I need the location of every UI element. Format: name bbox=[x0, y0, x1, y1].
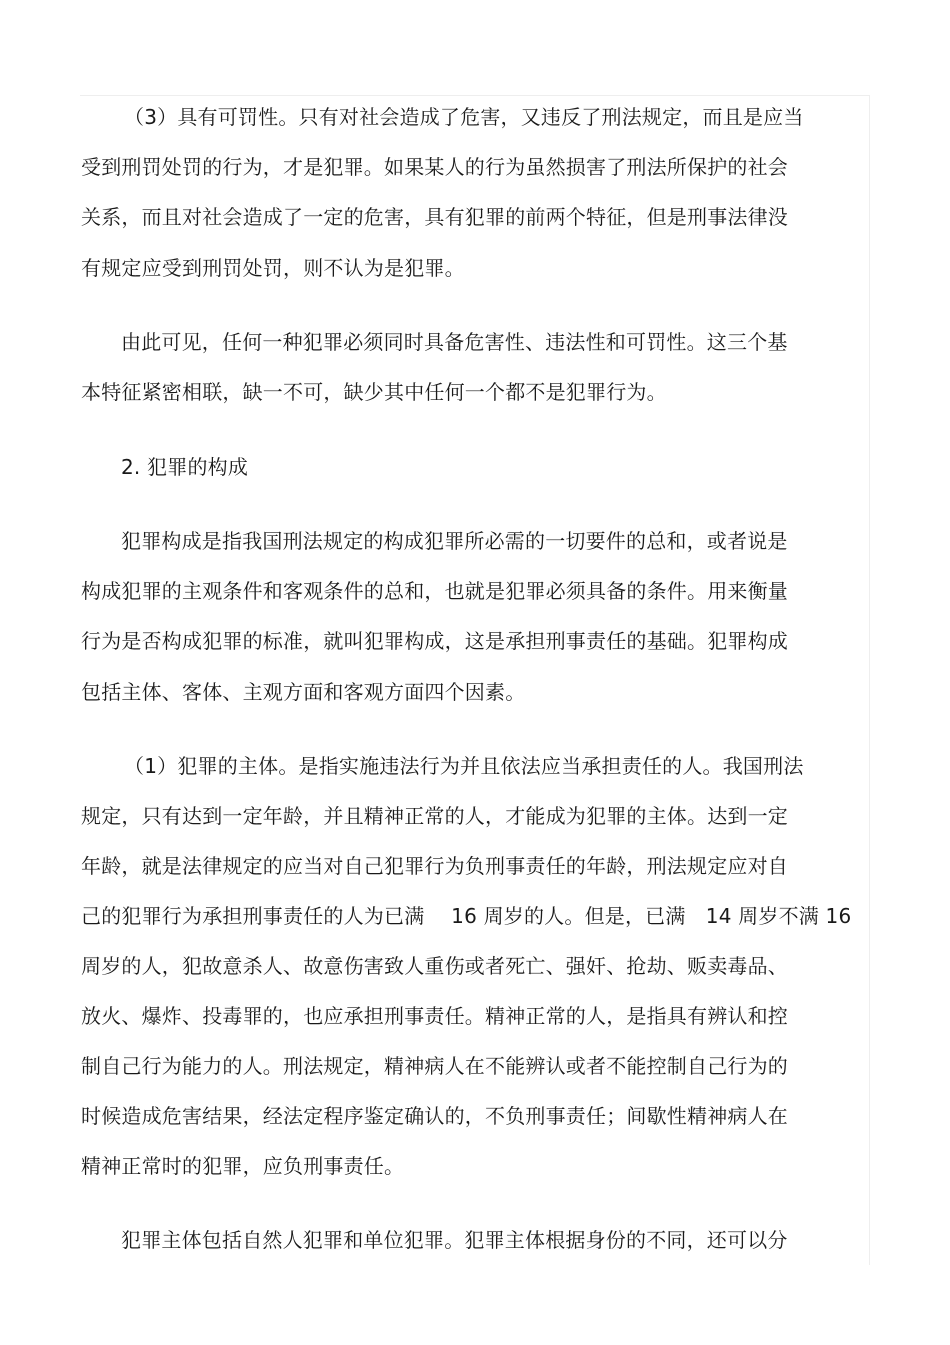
text-line: 受到刑罚处罚的行为，才是犯罪。如果某人的行为虽然损害了刑法所保护的社会 bbox=[81, 155, 788, 179]
text-line: 行为是否构成犯罪的标准，就叫犯罪构成，这是承担刑事责任的基础。犯罪构成 bbox=[81, 629, 788, 653]
text-line: （1）犯罪的主体。是指实施违法行为并且依法应当承担责任的人。我国刑法 bbox=[124, 754, 804, 778]
text-line: 犯罪构成是指我国刑法规定的构成犯罪所必需的一切要件的总和，或者说是 bbox=[121, 529, 788, 553]
text-line: 时候造成危害结果，经法定程序鉴定确认的，不负刑事责任；间歇性精神病人在 bbox=[81, 1104, 788, 1128]
page-border-right bbox=[869, 95, 870, 1265]
text-line: 年龄，就是法律规定的应当对自己犯罪行为负刑事责任的年龄，刑法规定应对自 bbox=[81, 854, 788, 878]
text-line: 精神正常时的犯罪，应负刑事责任。 bbox=[81, 1154, 405, 1178]
text-line: 构成犯罪的主观条件和客观条件的总和，也就是犯罪必须具备的条件。用来衡量 bbox=[81, 579, 788, 603]
page-border-top bbox=[80, 95, 870, 96]
section-heading: 2. 犯罪的构成 bbox=[121, 455, 249, 479]
text-line: 己的犯罪行为承担刑事责任的人为已满 16 周岁的人。但是，已满 14 周岁不满 16 bbox=[81, 904, 852, 928]
text-line: 包括主体、客体、主观方面和客观方面四个因素。 bbox=[81, 680, 526, 704]
text-line: （3）具有可罚性。只有对社会造成了危害，又违反了刑法规定，而且是应当 bbox=[124, 105, 804, 129]
text-line: 本特征紧密相联，缺一不可，缺少其中任何一个都不是犯罪行为。 bbox=[81, 380, 667, 404]
text-line: 犯罪主体包括自然人犯罪和单位犯罪。犯罪主体根据身份的不同，还可以分 bbox=[121, 1228, 788, 1252]
text-line: 制自己行为能力的人。刑法规定，精神病人在不能辨认或者不能控制自己行为的 bbox=[81, 1054, 788, 1078]
text-line: 关系，而且对社会造成了一定的危害，具有犯罪的前两个特征，但是刑事法律没 bbox=[81, 205, 788, 229]
text-line: 由此可见，任何一种犯罪必须同时具备危害性、违法性和可罚性。这三个基 bbox=[121, 330, 788, 354]
text-line: 有规定应受到刑罚处罚，则不认为是犯罪。 bbox=[81, 256, 465, 280]
text-line: 周岁的人，犯故意杀人、故意伤害致人重伤或者死亡、强奸、抢劫、贩卖毒品、 bbox=[81, 954, 788, 978]
text-line: 规定，只有达到一定年龄，并且精神正常的人，才能成为犯罪的主体。达到一定 bbox=[81, 804, 788, 828]
text-line: 放火、爆炸、投毒罪的，也应承担刑事责任。精神正常的人，是指具有辨认和控 bbox=[81, 1004, 788, 1028]
